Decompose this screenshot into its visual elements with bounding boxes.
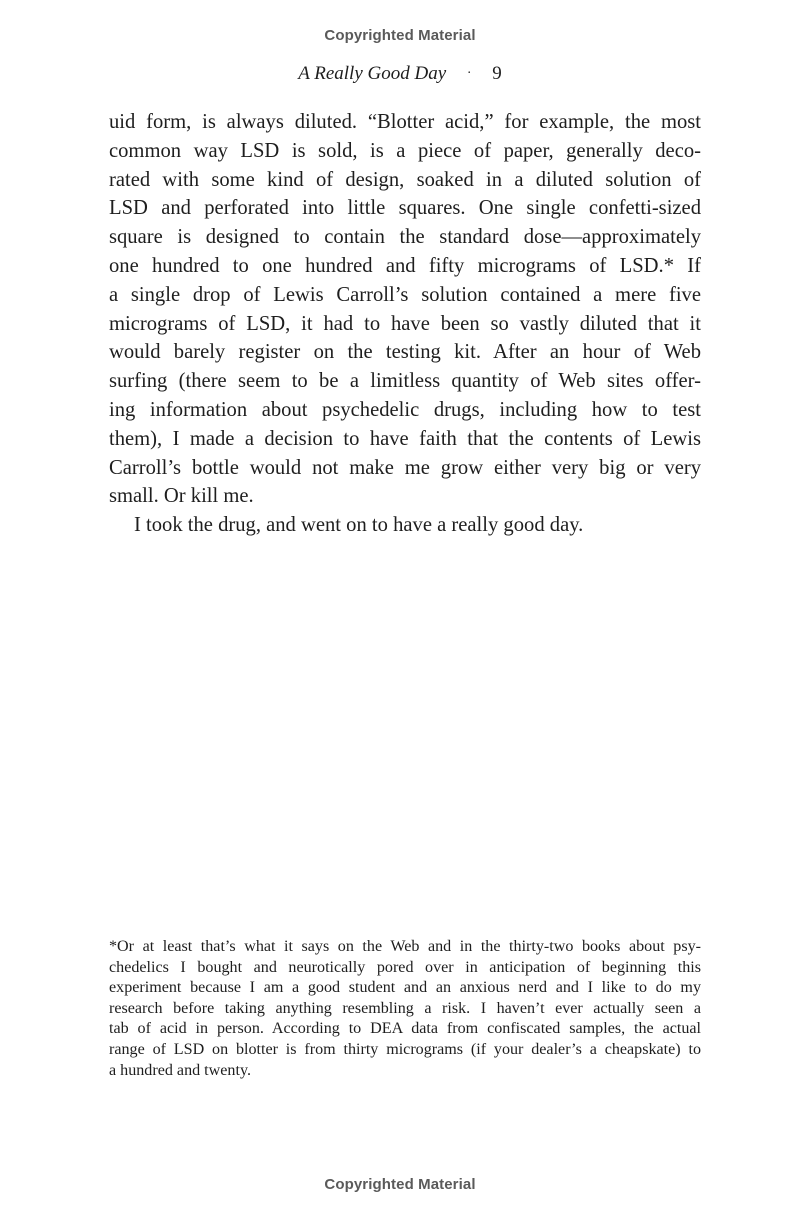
body-paragraph-2: I took the drug, and went on to have a really good day. — [134, 514, 584, 537]
copyright-watermark-top: Copyrighted Material — [324, 27, 476, 44]
body-text — [109, 108, 701, 540]
running-head-title: A Really Good Day — [298, 63, 447, 84]
body-line: would barely register on the testing kit. After an hour of Web — [109, 341, 701, 364]
footnote-line: tab of acid in person. According to DEA data from confiscated samples, the actual — [109, 1020, 701, 1038]
body-line: ing information about psychedelic drugs, including how to test — [109, 398, 701, 421]
running-head — [0, 63, 800, 85]
body-line: them), I made a decision to have faith that the contents of Lewis — [109, 427, 701, 450]
footnote-line: chedelics I bought and neurotically pored over in anticipation of beginning this — [109, 958, 701, 976]
footnote-line: research before taking anything resembling a risk. I haven’t ever actually seen a — [109, 999, 701, 1017]
body-line: a single drop of Lewis Carroll’s solution contained a mere five — [109, 283, 701, 306]
body-line: rated with some kind of design, soaked in a diluted solution of — [109, 168, 701, 191]
footnote-line: experiment because I am a good student and an anxious nerd and I like to do my — [109, 979, 701, 997]
body-line: Carroll’s bottle would not make me grow either very big or very — [109, 456, 701, 479]
footnote-line: *Or at least that’s what it says on the Web and in the thirty-two books about psy- — [109, 938, 701, 955]
body-line: common way LSD is sold, is a piece of paper, generally deco- — [109, 139, 701, 162]
footnote-line: a hundred and twenty. — [109, 1061, 251, 1079]
page-number: 9 — [492, 63, 502, 84]
body-line: uid form, is always diluted. “Blotter acid,” for example, the most — [109, 111, 701, 133]
body-line: micrograms of LSD, it had to have been so vastly diluted that it — [109, 312, 701, 335]
body-line: surfing (there seem to be a limitless quantity of Web sites offer- — [109, 370, 701, 393]
body-line: one hundred to one hundred and fifty micrograms of LSD.* If — [109, 254, 701, 277]
footnote — [109, 937, 701, 1081]
running-head-separator: · — [466, 66, 472, 81]
footnote-line: range of LSD on blotter is from thirty micrograms (if your dealer’s a cheapskate) to — [109, 1040, 701, 1058]
body-line: small. Or kill me. — [109, 485, 254, 508]
copyright-watermark-bottom: Copyrighted Material — [324, 1176, 476, 1193]
body-line: LSD and perforated into little squares. One single confetti-sized — [109, 197, 701, 220]
body-line: square is designed to contain the standard dose—approximately — [109, 226, 701, 249]
